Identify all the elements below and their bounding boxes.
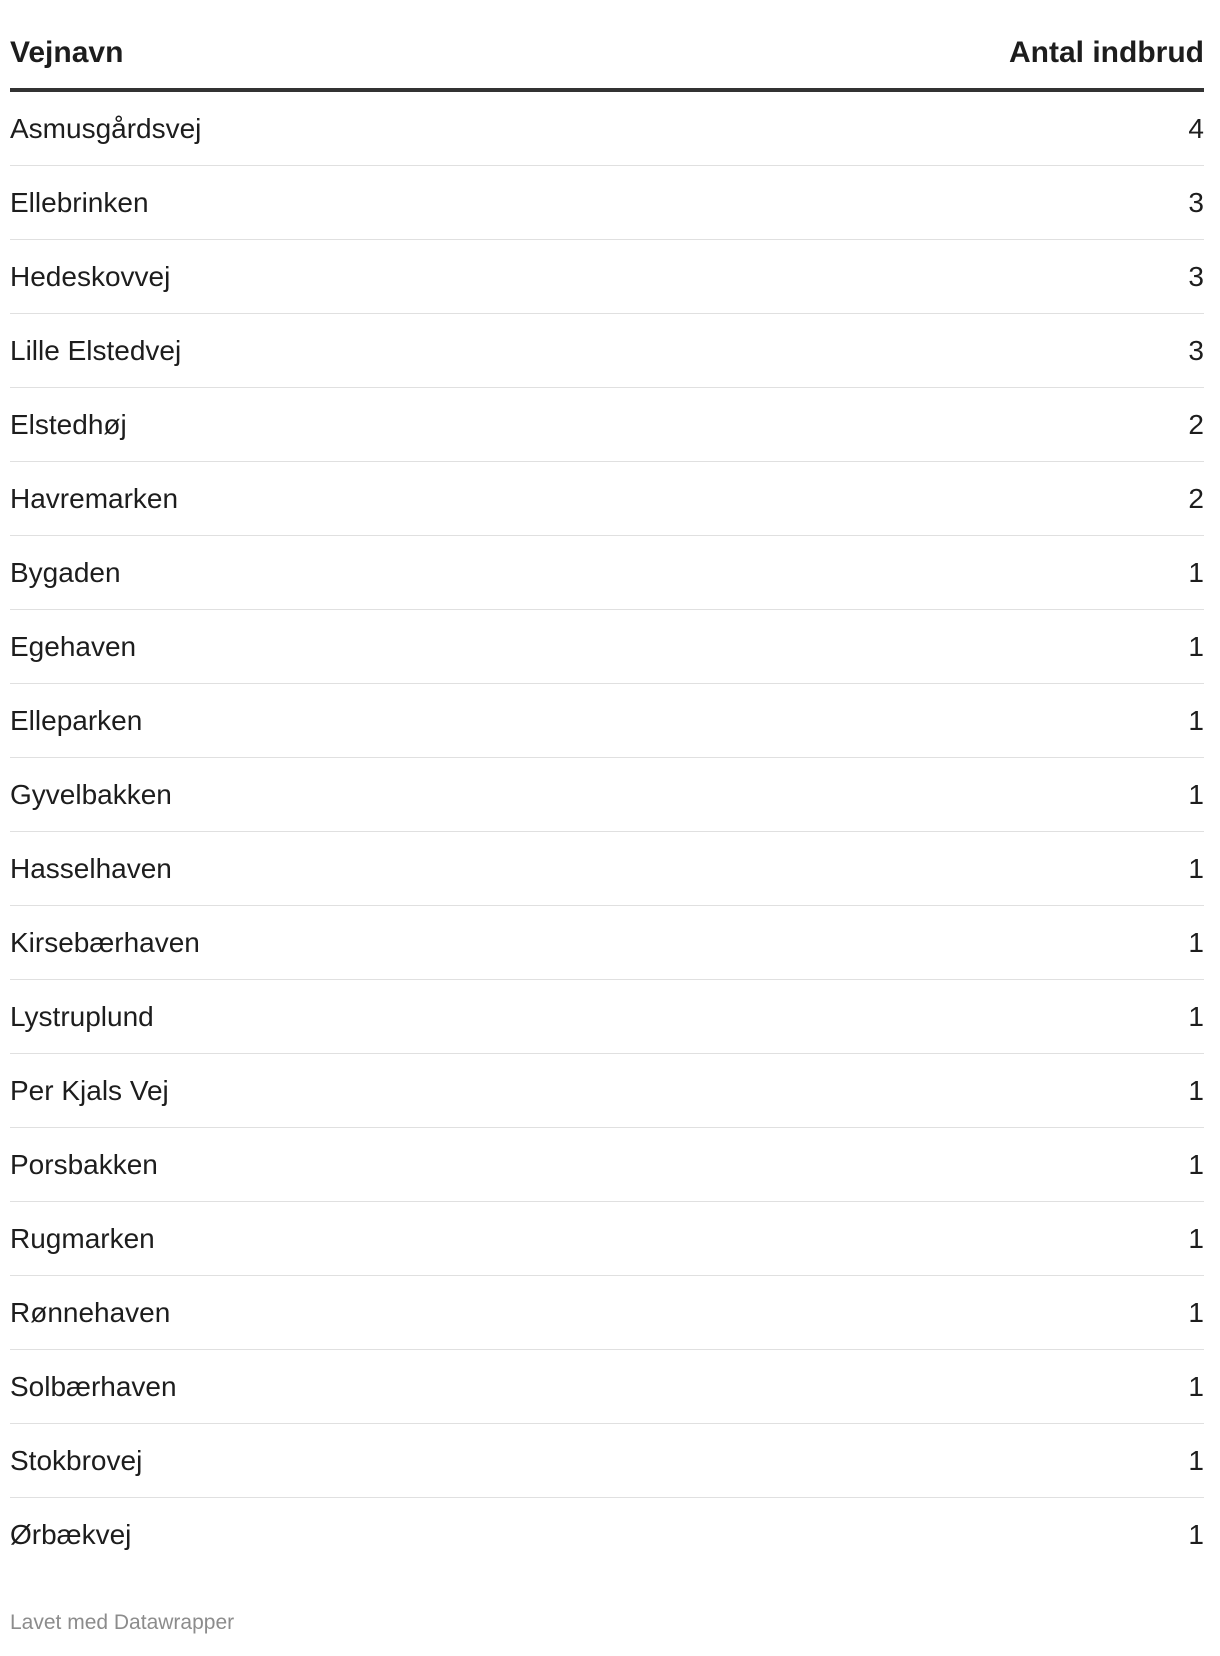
street-name-cell: Egehaven <box>10 630 137 662</box>
data-table <box>10 30 1204 1572</box>
table-row <box>10 1128 1204 1202</box>
street-name-cell: Lille Elstedvej <box>10 334 182 366</box>
burglary-count-cell: 3 <box>1188 260 1204 292</box>
burglary-count-cell: 1 <box>1188 852 1204 884</box>
table-row <box>10 980 1204 1054</box>
street-name-cell: Rønnehaven <box>10 1296 171 1328</box>
street-name-cell: Lystruplund <box>10 1000 154 1032</box>
street-name-cell: Havremarken <box>10 482 179 514</box>
table-row <box>10 462 1204 536</box>
footer-credit[interactable]: Lavet med Datawrapper <box>10 1611 235 1634</box>
burglary-count-cell: 1 <box>1188 1148 1204 1180</box>
table-row <box>10 1202 1204 1276</box>
table-row <box>10 1424 1204 1498</box>
table-row <box>10 388 1204 462</box>
table-row <box>10 536 1204 610</box>
table-body <box>10 92 1204 1572</box>
street-name-cell: Asmusgårdsvej <box>10 112 202 144</box>
table-row <box>10 92 1204 166</box>
street-name-cell: Kirsebærhaven <box>10 926 200 958</box>
burglary-count-cell: 1 <box>1188 630 1204 662</box>
burglary-count-cell: 1 <box>1188 1444 1204 1476</box>
street-name-cell: Rugmarken <box>10 1222 155 1254</box>
burglary-count-cell: 1 <box>1188 1222 1204 1254</box>
street-name-cell: Ellebrinken <box>10 186 149 218</box>
street-name-cell: Solbærhaven <box>10 1370 177 1402</box>
street-name-cell: Hedeskovvej <box>10 260 171 292</box>
table-row <box>10 832 1204 906</box>
table-row <box>10 1054 1204 1128</box>
table-row <box>10 906 1204 980</box>
burglary-count-cell: 1 <box>1188 1370 1204 1402</box>
street-name-cell: Bygaden <box>10 556 121 588</box>
table-row <box>10 240 1204 314</box>
table-header <box>10 30 1204 92</box>
burglary-count-cell: 1 <box>1188 926 1204 958</box>
street-name-cell: Gyvelbakken <box>10 778 172 810</box>
burglary-count-cell: 1 <box>1188 1519 1204 1550</box>
street-name-cell: Stokbrovej <box>10 1444 143 1476</box>
table-row <box>10 684 1204 758</box>
burglary-count-cell: 3 <box>1188 334 1204 366</box>
burglary-count-cell: 1 <box>1188 778 1204 810</box>
street-name-cell: Porsbakken <box>10 1148 158 1180</box>
burglary-count-cell: 1 <box>1188 704 1204 736</box>
burglary-count-cell: 3 <box>1188 186 1204 218</box>
burglary-count-cell: 1 <box>1188 1000 1204 1032</box>
burglary-count-cell: 1 <box>1188 556 1204 588</box>
burglary-count-cell: 1 <box>1188 1074 1204 1106</box>
street-name-cell: Elleparken <box>10 704 143 736</box>
table-row <box>10 610 1204 684</box>
table-row <box>10 1350 1204 1424</box>
table-row <box>10 1498 1204 1572</box>
table-row <box>10 166 1204 240</box>
street-name-cell: Per Kjals Vej <box>10 1074 169 1106</box>
burglary-count-cell: 2 <box>1188 408 1204 440</box>
burglary-count-cell: 2 <box>1188 482 1204 514</box>
burglary-count-cell: 4 <box>1188 112 1204 144</box>
table-row <box>10 758 1204 832</box>
table-row <box>10 1276 1204 1350</box>
table-row <box>10 314 1204 388</box>
street-name-cell: Hasselhaven <box>10 852 172 884</box>
column-header-street[interactable]: Vejnavn <box>10 36 124 69</box>
burglary-count-cell: 1 <box>1188 1296 1204 1328</box>
street-name-cell: Elstedhøj <box>10 408 127 440</box>
column-header-count[interactable]: Antal indbrud <box>1009 36 1204 69</box>
street-name-cell: Ørbækvej <box>10 1519 132 1550</box>
